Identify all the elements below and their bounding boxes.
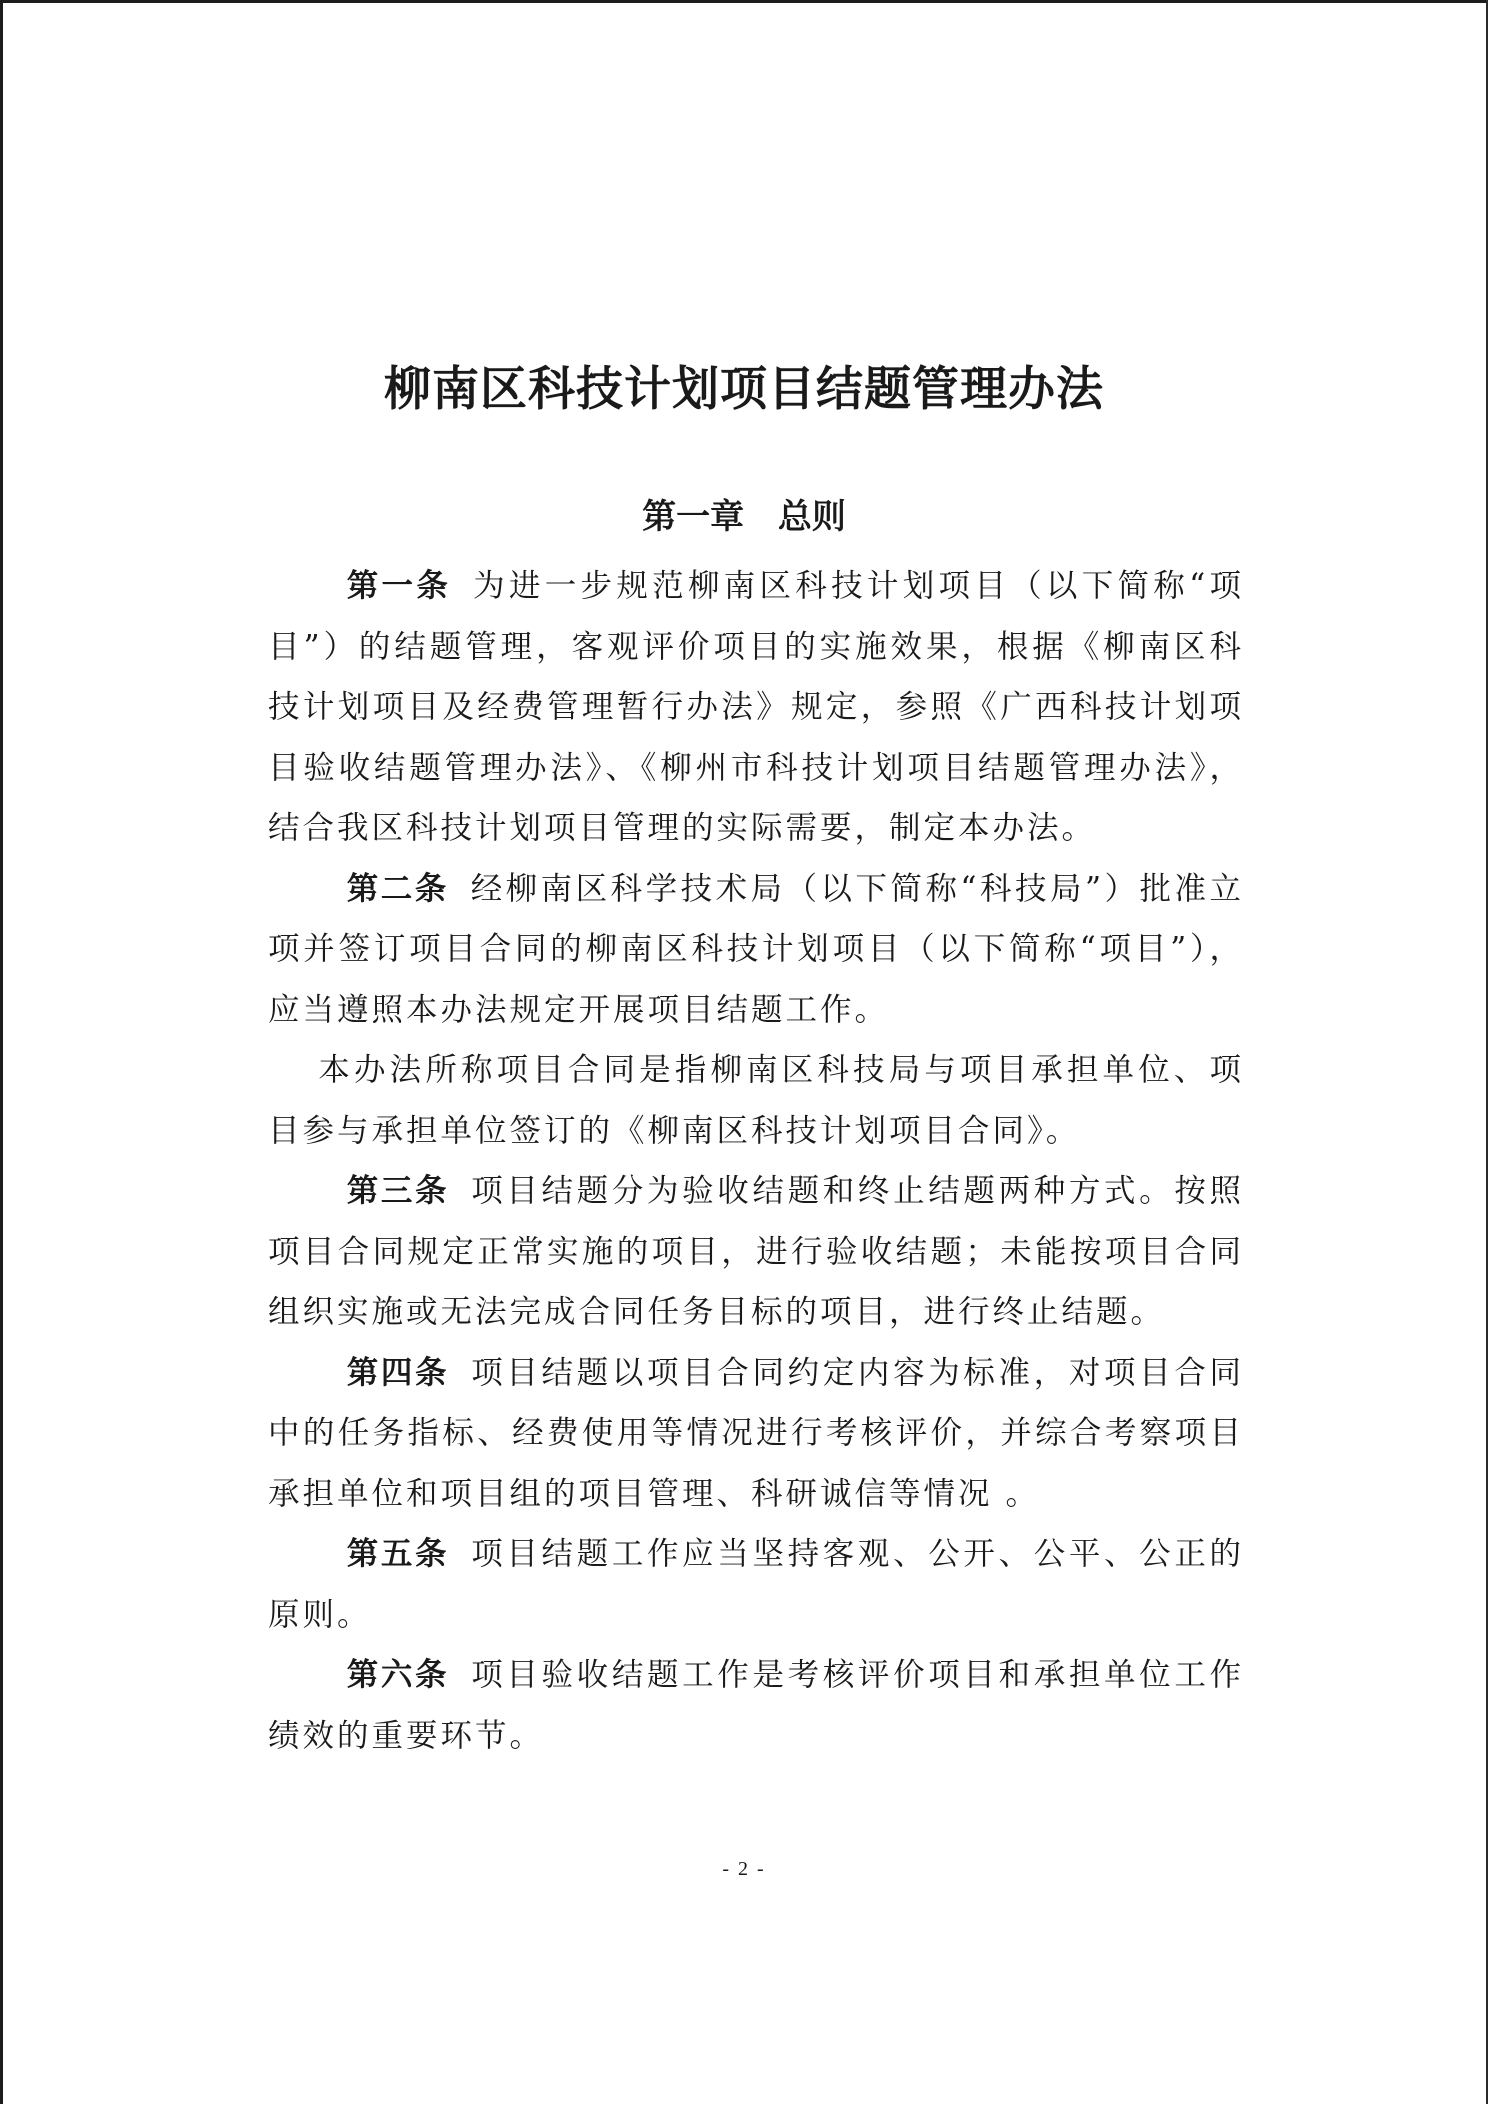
article-6 bbox=[268, 1645, 1244, 1766]
article-text: 本办法所称项目合同是指柳南区科技局与项目承担单位、项目参与承担单位签订的《柳南区科技计划项目合同》。 bbox=[268, 1052, 1244, 1149]
article-number: 第三条 bbox=[346, 1173, 450, 1209]
article-text: 经柳南区科学技术局（以下简称“科技局”）批准立项并签订项目合同的柳南区科技计划项目（以下简称“项目”），应当遵照本办法规定开展项目结题工作。 bbox=[268, 870, 1244, 1028]
scan-border-top bbox=[0, 0, 1488, 3]
article-number: 第五条 bbox=[346, 1536, 450, 1572]
document-title: 柳南区科技计划项目结题管理办法 bbox=[384, 362, 1104, 417]
article-text: 项目结题以项目合同约定内容为标准，对项目合同中的任务指标、经费使用等情况进行考核评价，并综合考察项目承担单位和项目组的项目管理、科研诚信等情况 。 bbox=[268, 1354, 1244, 1512]
chapter-heading: 第一章 总则 bbox=[642, 497, 846, 537]
scan-border-left bbox=[0, 0, 3, 2104]
document-body bbox=[268, 556, 1244, 1766]
article-number: 第二条 bbox=[346, 870, 449, 907]
article-text: 项目验收结题工作是考核评价项目和承担单位工作绩效的重要环节。 bbox=[268, 1657, 1244, 1754]
article-1 bbox=[268, 556, 1244, 859]
article-text: 项目结题分为验收结题和终止结题两种方式。按照项目合同规定正常实施的项目，进行验收结题；未能按项目合同组织实施或无法完成合同任务目标的项目，进行终止结题。 bbox=[268, 1173, 1244, 1330]
article-number: 第六条 bbox=[346, 1657, 450, 1693]
article-text: 为进一步规范柳南区科技计划项目（以下简称“项目”）的结题管理，客观评价项目的实施效果，根据《柳南区科技计划项目及经费管理暂行办法》规定，参照《广西科技计划项目验收结题管理办法》、《柳州市科技计划项目结题管理办法》，结合我区科技计划项目管理的实际需要，制定本办法。 bbox=[268, 568, 1244, 846]
article-4 bbox=[268, 1343, 1244, 1525]
page-number: - 2 - bbox=[722, 1858, 766, 1880]
article-5 bbox=[268, 1524, 1244, 1645]
article-2-paragraph bbox=[268, 1040, 1244, 1161]
article-2 bbox=[268, 859, 1244, 1041]
article-text: 项目结题工作应当坚持客观、公开、公平、公正的原则。 bbox=[268, 1536, 1244, 1633]
article-number: 第四条 bbox=[346, 1354, 450, 1391]
article-number: 第一条 bbox=[346, 568, 452, 604]
article-3 bbox=[268, 1161, 1244, 1343]
